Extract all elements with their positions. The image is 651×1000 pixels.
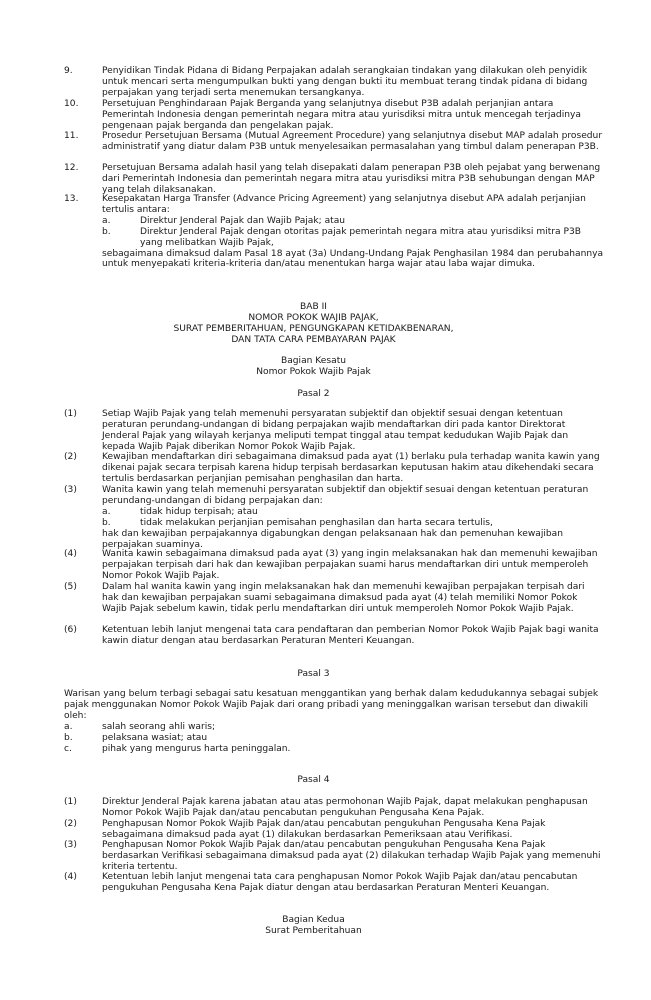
sub-letter: a. bbox=[102, 506, 111, 517]
section-subtitle: Surat Pemberitahuan bbox=[265, 925, 362, 936]
sub-item-b bbox=[102, 227, 604, 249]
chapter-title-line: DAN TATA CARA PEMBAYARAN PAJAK bbox=[231, 334, 396, 345]
clause-number: (1) bbox=[64, 409, 77, 419]
clause-text: Kewajiban mendaftarkan diri sebagaimana dimaksud pada ayat (1) berlaku pula terhadap wanita kawin yang dikenai pajak secara terpisah karena hidup terpisah berdasarkan keputusan hakim atau dikehendaki secara tertulis berdasarkan perjanjian pemisahan penghasilan dan harta. bbox=[102, 452, 600, 484]
sub-text: tidak hidup terpisah; atau bbox=[140, 506, 258, 517]
list-letter: c. bbox=[64, 744, 72, 754]
pasal-4-clause-2 bbox=[64, 819, 604, 841]
pasal-2-clause-3 bbox=[64, 485, 604, 550]
pasal-3-list-b bbox=[64, 733, 604, 744]
pasal-2-clause-2 bbox=[64, 452, 604, 485]
clause-number: (1) bbox=[64, 797, 77, 807]
pasal-2-clause-1 bbox=[64, 409, 604, 453]
definition-item-10 bbox=[64, 99, 604, 132]
pasal-4-clause-4 bbox=[64, 872, 604, 894]
item-text: Prosedur Persetujuan Bersama (Mutual Agreement Procedure) yang selanjutnya disebut MAP adalah prosedur administratif yang diatur dalam P3B untuk menyelesaikan permasalahan yang timbul dalam penerapan P3B. bbox=[102, 131, 603, 152]
pasal-4-clause-3 bbox=[64, 840, 604, 873]
item-text: Penyidikan Tindak Pidana di Bidang Perpajakan adalah serangkaian tindakan yang dilakukan oleh penyidik untuk mencari serta mengumpulkan bukti yang dengan bukti itu membuat terang tindak pidana di bidang perpajakan yang terjadi serta menemukan tersangkanya. bbox=[102, 66, 588, 98]
clause-text: Wanita kawin yang telah memenuhi persyaratan subjektif dan objektif sesuai dengan ketentuan peraturan perundang-undangan di bidang perpajakan dan: bbox=[102, 485, 589, 506]
item-number: 12. bbox=[64, 163, 79, 173]
clause-number: (4) bbox=[64, 549, 77, 559]
pasal-2-clause-4 bbox=[64, 549, 604, 582]
pasal-4-clause-1 bbox=[64, 797, 604, 819]
item-tail-text: sebagaimana dimaksud dalam Pasal 18 ayat (3a) Undang-Undang Pajak Penghasilan 1984 dan perubahannya untuk menyepakati kriteria-kriteria dan/atau menentukan harga wajar atau laba wajar dimuka. bbox=[102, 248, 604, 270]
sub-item-a bbox=[102, 507, 604, 518]
pasal-2-clause-5 bbox=[64, 582, 604, 615]
section-heading-1 bbox=[0, 356, 627, 378]
item-text: Persetujuan Penghindaraan Pajak Berganda yang selanjutnya disebut P3B adalah perjanjian antara Pemerintah Indonesia dengan pemerintah negara mitra atau yurisdiksi mitra untuk mencegah terjadinya pengenaan pajak berganda dan pengelakan pajak. bbox=[102, 99, 581, 131]
list-letter: b. bbox=[64, 733, 73, 743]
clause-text: Wanita kawin sebagaimana dimaksud pada ayat (3) yang ingin melaksanakan hak dan memenuhi kewajiban perpajakan terpisah dari hak dan kewajiban perpajakan suami harus mendaftarkan diri untuk memperoleh Nomor Pokok Wajib Pajak. bbox=[102, 549, 598, 581]
section-title: Bagian Kedua bbox=[282, 915, 345, 925]
clause-text: Ketentuan lebih lanjut mengenai tata cara pendaftaran dan pemberian Nomor Pokok Wajib Pajak bagi wanita kawin diatur dengan atau berdasarkan Peraturan Menteri Keuangan. bbox=[102, 625, 599, 646]
item-text: Persetujuan Bersama adalah hasil yang telah disepakati dalam penerapan P3B oleh pejabat yang berwenang dari Pemerintah Indonesia dan pemerintah negara mitra atau yurisdiksi mitra P3B sehubungan dengan MAP yang telah dilaksanakan. bbox=[102, 163, 601, 195]
item-number: 10. bbox=[64, 99, 79, 109]
clause-number: (2) bbox=[64, 819, 77, 829]
clause-text: Direktur Jenderal Pajak karena jabatan atau atas permohonan Wajib Pajak, dapat melakukan penghapusan Nomor Pokok Wajib Pajak dan/atau pencabutan pengukuhan Pengusaha Kena Pajak. bbox=[102, 797, 588, 818]
article-title-pasal-2: Pasal 2 bbox=[297, 389, 330, 399]
clause-text: Setiap Wajib Pajak yang telah memenuhi persyaratan subjektif dan objektif sesuai dengan ketentuan peraturan perundang-undangan di bidang perpajakan wajib mendaftarkan diri pada kantor Direktorat Jenderal Pajak yang wilayah kerjanya meliputi tempat tinggal atau tempat kedudukan Wajib Pajak dan kepada Wajib Pajak diberikan Nomor Pokok Wajib Pajak. bbox=[102, 409, 569, 452]
clause-number: (3) bbox=[64, 840, 77, 850]
definition-item-12 bbox=[64, 163, 604, 196]
clause-text: Penghapusan Nomor Pokok Wajib Pajak dan/atau pencabutan pengukuhan Pengusaha Kena Pajak sebagaimana dimaksud pada ayat (1) dilakukan berdasarkan Pemeriksaan atau Verifikasi. bbox=[102, 819, 546, 840]
clause-number: (2) bbox=[64, 452, 77, 462]
section-heading-2 bbox=[0, 915, 627, 937]
sub-letter: a. bbox=[102, 215, 111, 226]
list-text: pelaksana wasiat; atau bbox=[102, 733, 208, 743]
sub-item-a bbox=[102, 216, 604, 227]
pasal-3-list-a bbox=[64, 722, 604, 733]
clause-number: (6) bbox=[64, 625, 77, 635]
clause-number: (4) bbox=[64, 872, 77, 882]
clause-tail-text: hak dan kewajiban perpajakannya digabungkan dengan pelaksanaan hak dan pemenuhan kewajiban perpajakan suaminya. bbox=[102, 528, 564, 550]
chapter-number: BAB II bbox=[300, 302, 327, 312]
list-text: salah seorang ahli waris; bbox=[102, 722, 216, 732]
pasal-2-clause-6 bbox=[64, 625, 604, 647]
list-text: pihak yang mengurus harta peninggalan. bbox=[102, 744, 291, 754]
clause-number: (3) bbox=[64, 485, 77, 495]
pasal-3-intro: Warisan yang belum terbagi sebagai satu kesatuan menggantikan yang berhak dalam kedudukannya sebagai subjek pajak menggunakan Nomor Pokok Wajib Pajak dari orang pribadi yang meninggalkan warisan tersebut dan diwakili oleh: bbox=[64, 689, 599, 721]
section-subtitle: Nomor Pokok Wajib Pajak bbox=[256, 366, 371, 377]
chapter-title-line: NOMOR POKOK WAJIB PAJAK, bbox=[248, 312, 379, 323]
list-letter: a. bbox=[64, 722, 73, 732]
item-number: 11. bbox=[64, 131, 79, 141]
sub-text: Direktur Jenderal Pajak dengan otoritas pajak pemerintah negara mitra atau yurisdiksi mitra P3B yang melibatkan Wajib Pajak, bbox=[140, 226, 581, 248]
clause-number: (5) bbox=[64, 582, 77, 592]
sub-text: tidak melakukan perjanjian pemisahan penghasilan dan harta secara tertulis, bbox=[140, 517, 493, 528]
article-title-pasal-3: Pasal 3 bbox=[297, 669, 330, 679]
section-title: Bagian Kesatu bbox=[280, 356, 347, 366]
definition-item-9 bbox=[64, 66, 604, 99]
article-title-pasal-4: Pasal 4 bbox=[297, 775, 330, 785]
item-text: Kesepakatan Harga Transfer (Advance Pricing Agreement) yang selanjutnya disebut APA adalah perjanjian tertulis antara: bbox=[102, 194, 586, 215]
chapter-title-line: SURAT PEMBERITAHUAN, PENGUNGKAPAN KETIDAKBENARAN, bbox=[173, 323, 454, 334]
clause-text: Dalam hal wanita kawin yang ingin melaksanakan hak dan memenuhi kewajiban perpajakan terpisah dari hak dan kewajiban perpajakan suami sebagaimana dimaksud pada ayat (4) telah memiliki Nomor Pokok Wajib Pajak sebelum kawin, tidak perlu mendaftarkan diri untuk memperoleh Nomor Pokok Wajib Pajak. bbox=[102, 582, 585, 614]
item-number: 13. bbox=[64, 194, 79, 204]
definition-item-13 bbox=[64, 194, 604, 270]
clause-text: Penghapusan Nomor Pokok Wajib Pajak dan/atau pencabutan pengukuhan Pengusaha Kena Pajak berdasarkan Verifikasi sebagaimana dimaksud pada ayat (2) dilakukan terhadap Wajib Pajak yang memenuhi kriteria tertentu. bbox=[102, 840, 601, 872]
chapter-heading bbox=[0, 302, 627, 346]
sub-item-b bbox=[102, 518, 604, 529]
sub-letter: b. bbox=[102, 226, 111, 237]
clause-text: Ketentuan lebih lanjut mengenai tata cara penghapusan Nomor Pokok Wajib Pajak dan/atau pencabutan pengukuhan Pengusaha Kena Pajak diatur dengan atau berdasarkan Peraturan Menteri Keuangan. bbox=[102, 872, 578, 893]
sub-letter: b. bbox=[102, 517, 111, 528]
sub-text: Direktur Jenderal Pajak dan Wajib Pajak; atau bbox=[140, 215, 346, 226]
definition-item-11 bbox=[64, 131, 604, 153]
pasal-3-list-c bbox=[64, 744, 604, 755]
item-number: 9. bbox=[64, 66, 73, 76]
